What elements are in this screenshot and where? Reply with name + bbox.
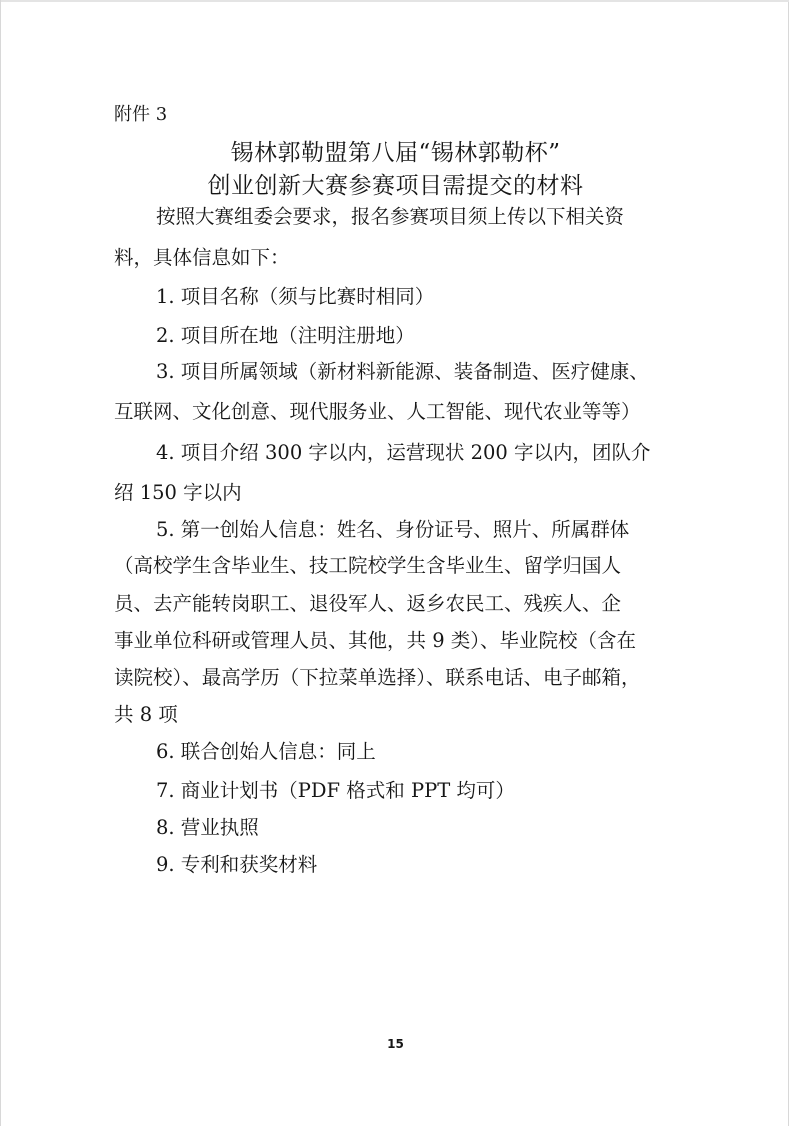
scan-edge [1, 0, 789, 2]
list-item-3-line-2: 互联网、文化创意、现代服务业、人工智能、现代农业等等） [114, 400, 641, 423]
list-item-4-line-1: 4. 项目介绍 300 字以内，运营现状 200 字以内，团队介 [156, 441, 651, 464]
list-item-5-line-4: 事业单位科研或管理人员、其他，共 9 类）、毕业院校（含在 [114, 629, 637, 652]
list-item-2: 2. 项目所在地（注明注册地） [156, 324, 415, 347]
list-item-5-line-2: （高校学生含毕业生、技工院校学生含毕业生、留学归国人 [114, 554, 622, 577]
list-item-6: 6. 联合创始人信息：同上 [156, 740, 376, 763]
intro-line-2: 料，具体信息如下： [114, 246, 290, 269]
list-item-5-line-3: 员、去产能转岗职工、退役军人、返乡农民工、残疾人、企 [114, 592, 622, 615]
list-item-1: 1. 项目名称（须与比赛时相同） [156, 285, 435, 308]
list-item-5-line-6: 共 8 项 [114, 703, 178, 726]
list-item-9: 9. 专利和获奖材料 [156, 853, 318, 876]
document-title-line-2: 创业创新大赛参赛项目需提交的材料 [207, 173, 584, 199]
attachment-label: 附件 3 [114, 104, 168, 125]
list-item-8: 8. 营业执照 [156, 816, 259, 839]
intro-line-1: 按照大赛组委会要求，报名参赛项目须上传以下相关资 [156, 205, 625, 228]
document-title-line-1: 锡林郭勒盟第八届“锡林郭勒杯” [230, 140, 561, 166]
list-item-5-line-1: 5. 第一创始人信息：姓名、身份证号、照片、所属群体 [156, 518, 630, 541]
list-item-7: 7. 商业计划书（PDF 格式和 PPT 均可） [156, 779, 515, 802]
list-item-3-line-1: 3. 项目所属领域（新材料新能源、装备制造、医疗健康、 [156, 360, 649, 383]
page-number: 15 [387, 1037, 404, 1051]
list-item-5-line-5: 读院校）、最高学历（下拉菜单选择）、联系电话、电子邮箱， [114, 666, 641, 689]
list-item-4-line-2: 绍 150 字以内 [114, 481, 242, 504]
